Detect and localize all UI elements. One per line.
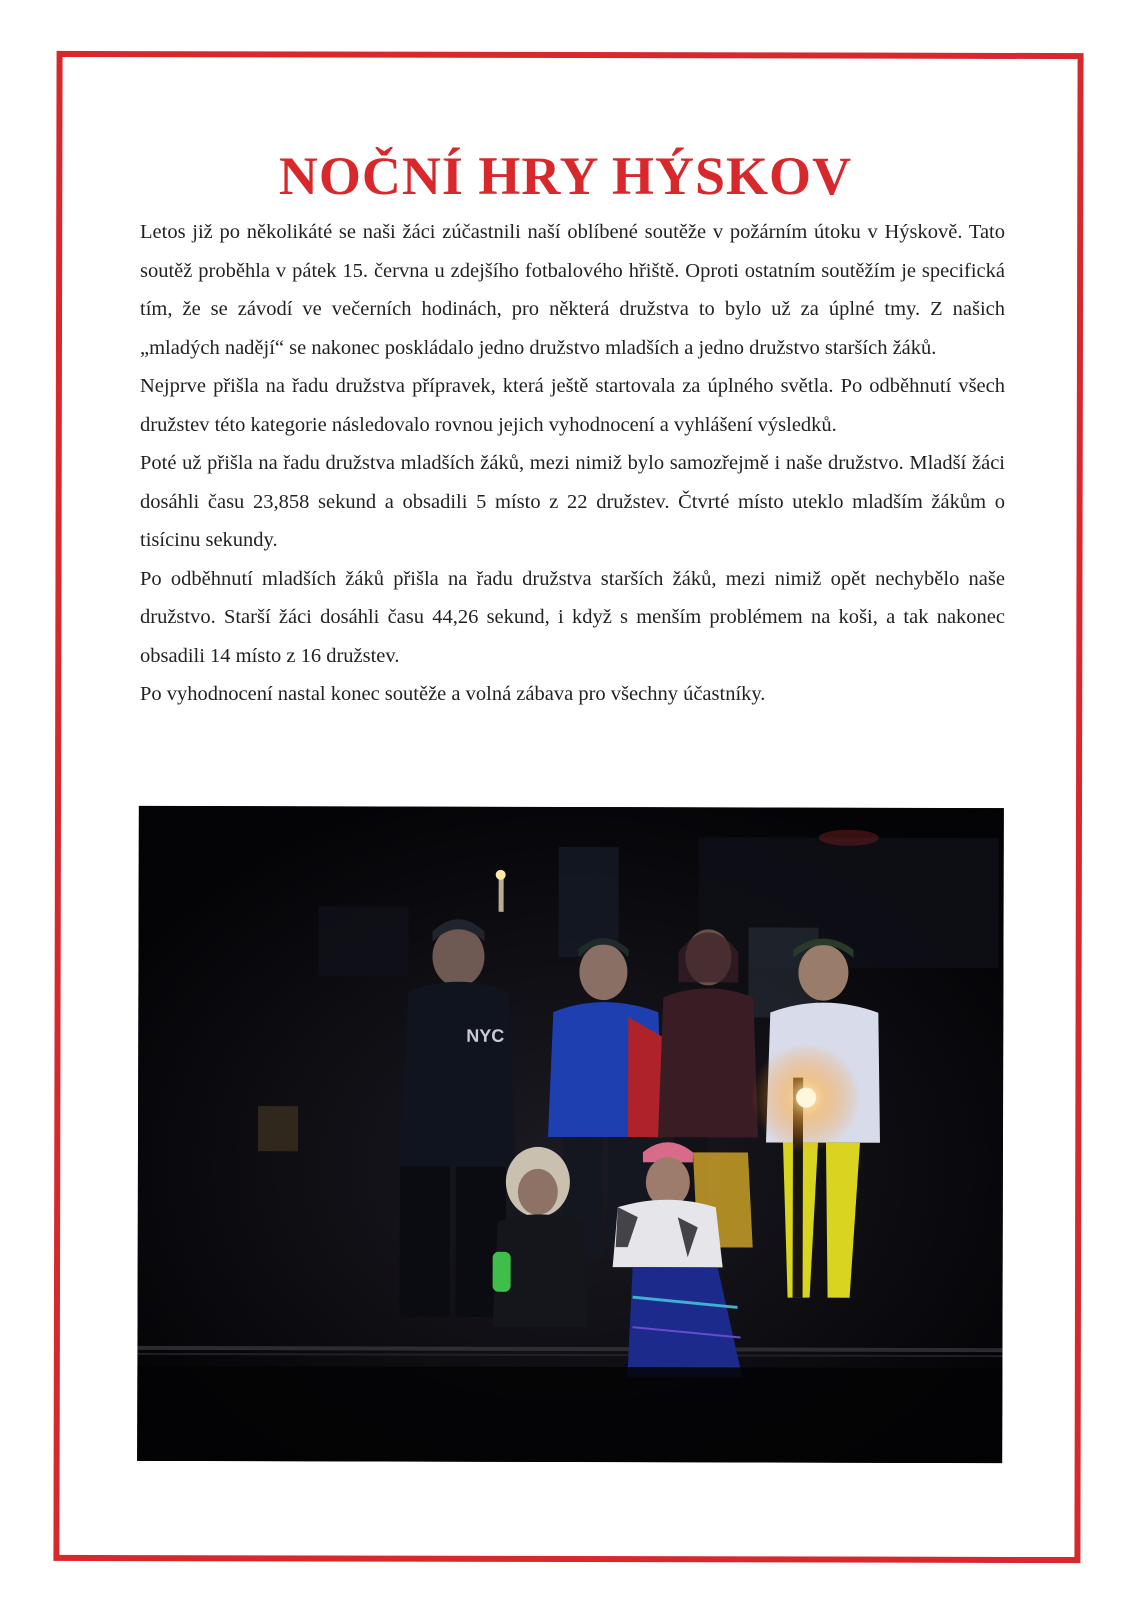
article-body [140,213,1005,714]
paragraph-1: Letos již po několikáté se naši žáci zúčastnili naší oblíbené soutěže v požárním útoku v Hýskově. Tato soutěž proběhla v pátek 15. června u zdejšího fotbalového hřiště. Oproti ostatním soutěžím je specifická tím, že se závodí ve večerních hodinách, pro některá družstva to bylo už za úplné tmy. Z našich „mladých nadějí“ se nakonec poskládalo jedno družstvo mladších a jedno družstvo starších žáků. [140,221,1005,359]
night-group-photo [137,806,1004,1463]
paragraph-2: Nejprve přišla na řadu družstva přípravek, která ještě startovala za úplného světla. Po odběhnutí všech družstev této kategorie následovalo rovnou jejich vyhodnocení a vyhlášení výsledků. [140,375,1005,436]
page-title: NOČNÍ HRY HÝSKOV [278,146,853,206]
paragraph-4: Po odběhnutí mladších žáků přišla na řadu družstva starších žáků, mezi nimiž opět nechybělo naše družstvo. Starší žáci dosáhli času 44,26 sekund, i když s menším problémem na koši, a tak nakonec obsadili 14 místo z 16 družstev. [140,567,1005,667]
shirt-print-text: NYC [466,1025,505,1046]
night-group-photo-illustration [137,806,1004,1463]
paragraph-3: Poté už přišla na řadu družstva mladších žáků, mezi nimiž bylo samozřejmě i naše družstvo. Mladší žáci dosáhli času 23,858 sekund a obsadili 5 místo z 22 družstev. Čtvrté místo uteklo mladším žákům o tisícinu sekundy. [140,452,1005,551]
paragraph-5: Po vyhodnocení nastal konec soutěže a volná zábava pro všechny účastníky. [140,683,766,705]
